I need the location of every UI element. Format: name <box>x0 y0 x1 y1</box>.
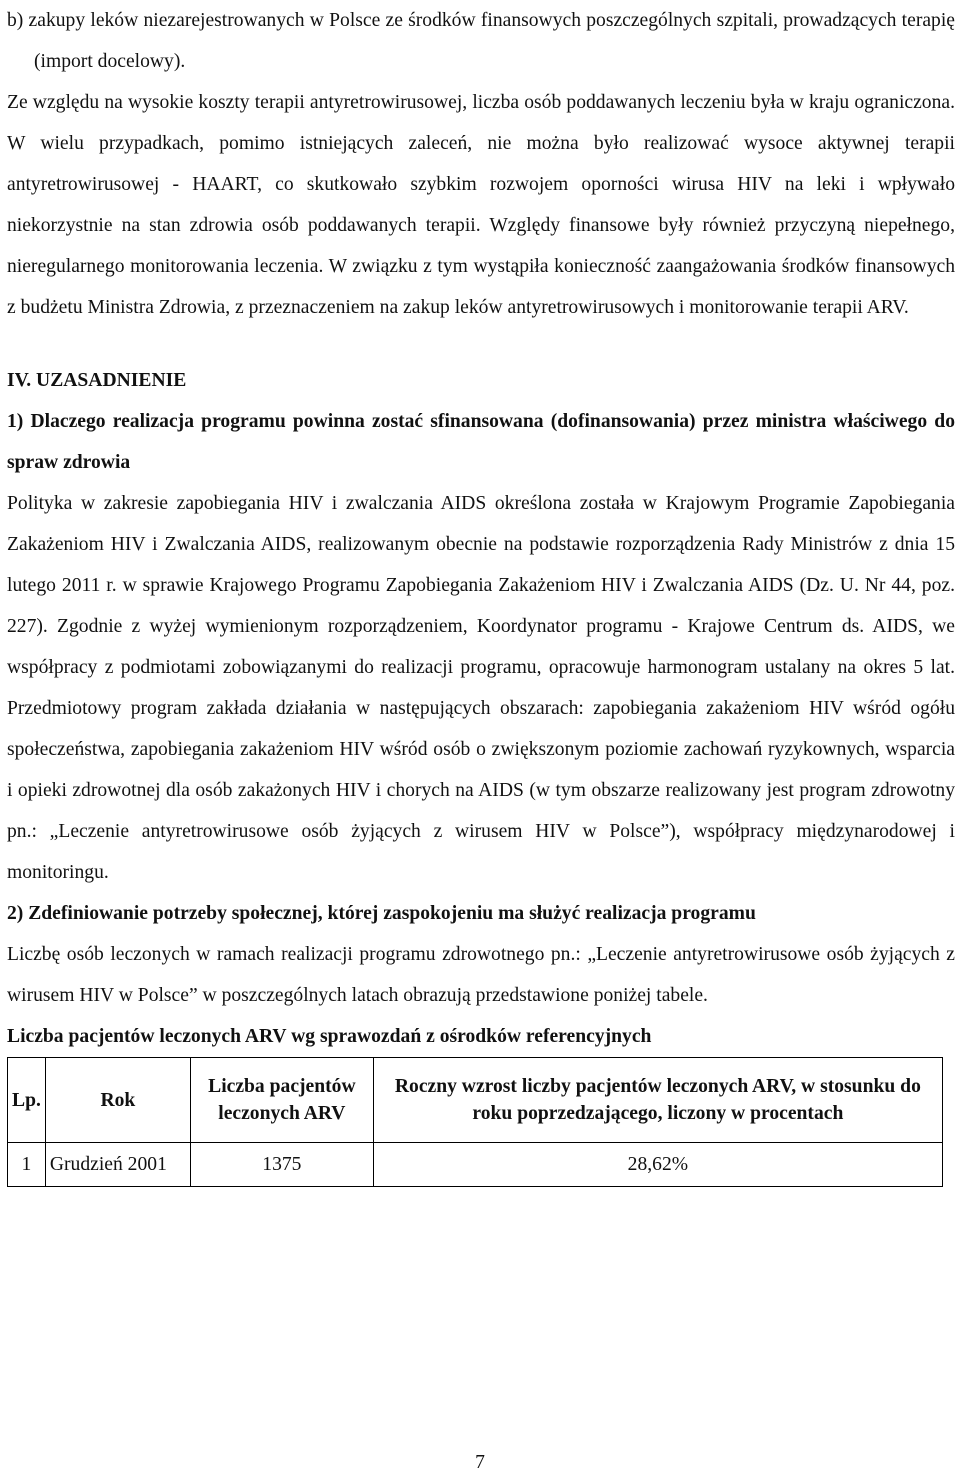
intro-paragraph: Ze względu na wysokie koszty terapii antyretrowirusowej, liczba osób poddawanych leczeniu była w kraju ograniczona. W wielu przypadkach, pomimo istniejących zaleceń, nie można było realizować wysoce aktywnej terapii antyretrowirusowej - HAART, co skutkowało szybkim rozwojem oporności wirusa HIV na leki i wpływało niekorzystnie na stan zdrowia osób poddawanych terapii. Względy finansowe były również przyczyną niepełnego, nieregularnego monitorowania leczenia. W związku z tym wystąpiła konieczność zaangażowania środków finansowych z budżetu Ministra Zdrowia, z przeznaczeniem na zakup leków antyretrowirusowych i monitorowanie terapii ARV. <box>7 92 955 318</box>
list-item-b: b) zakupy leków niezarejestrowanych w Polsce ze środków finansowych poszczególnych szpitali, prowadzących terapię (import docelowy). <box>7 10 955 72</box>
header-rok: Rok <box>45 1058 190 1143</box>
header-wzrost: Roczny wzrost liczby pacjentów leczonych ARV, w stosunku do roku poprzedzającego, liczony w procentach <box>373 1058 942 1143</box>
header-liczba: Liczba pacjentów leczonych ARV <box>190 1058 373 1143</box>
cell-lp: 1 <box>8 1143 46 1187</box>
table-title: Liczba pacjentów leczonych ARV wg sprawozdań z ośrodków referencyjnych <box>7 1026 652 1047</box>
question-1-heading: 1) Dlaczego realizacja programu powinna zostać sfinansowana (dofinansowania) przez ministra właściwego do spraw zdrowia <box>7 411 955 473</box>
cell-wzrost: 28,62% <box>373 1143 942 1187</box>
cell-rok: Grudzień 2001 <box>45 1143 190 1187</box>
table-row <box>8 1143 943 1187</box>
document-page <box>7 0 955 1187</box>
section-title: IV. UZASADNIENIE <box>7 370 187 391</box>
cell-liczba: 1375 <box>190 1143 373 1187</box>
header-lp: Lp. <box>8 1058 46 1143</box>
question-2-paragraph: Liczbę osób leczonych w ramach realizacji programu zdrowotnego pn.: „Leczenie antyretrowirusowe osób żyjących z wirusem HIV w Polsce” w poszczególnych latach obrazują przedstawione poniżej tabele. <box>7 944 955 1006</box>
table-header-row <box>8 1058 943 1143</box>
page-number: 7 <box>475 1452 485 1473</box>
question-1-paragraph: Polityka w zakresie zapobiegania HIV i zwalczania AIDS określona została w Krajowym Programie Zapobiegania Zakażeniom HIV i Zwalczania AIDS, realizowanym obecnie na podstawie rozporządzenia Rady Ministrów z dnia 15 lutego 2011 r. w sprawie Krajowego Programu Zapobiegania Zakażeniom HIV i Zwalczania AIDS (Dz. U. Nr 44, poz. 227). Zgodnie z wyżej wymienionym rozporządzeniem, Koordynator programu - Krajowe Centrum ds. AIDS, we współpracy z podmiotami zobowiązanymi do realizacji programu, opracowuje harmonogram ustalany na okres 5 lat. Przedmiotowy program zakłada działania w następujących obszarach: zapobiegania zakażeniom HIV wśród ogółu społeczeństwa, zapobiegania zakażeniom HIV wśród osób o zwiększonym poziomie zachowań ryzykownych, wsparcia i opieki zdrowotnej dla osób zakażonych HIV i chorych na AIDS (w tym obszarze realizowany jest program zdrowotny pn.: „Leczenie antyretrowirusowe osób żyjących z wirusem HIV w Polsce”), współpracy międzynarodowej i monitoringu. <box>7 493 955 883</box>
question-2-heading: 2) Zdefiniowanie potrzeby społecznej, której zaspokojeniu ma służyć realizacja programu <box>7 903 756 924</box>
patients-table <box>7 1057 943 1187</box>
